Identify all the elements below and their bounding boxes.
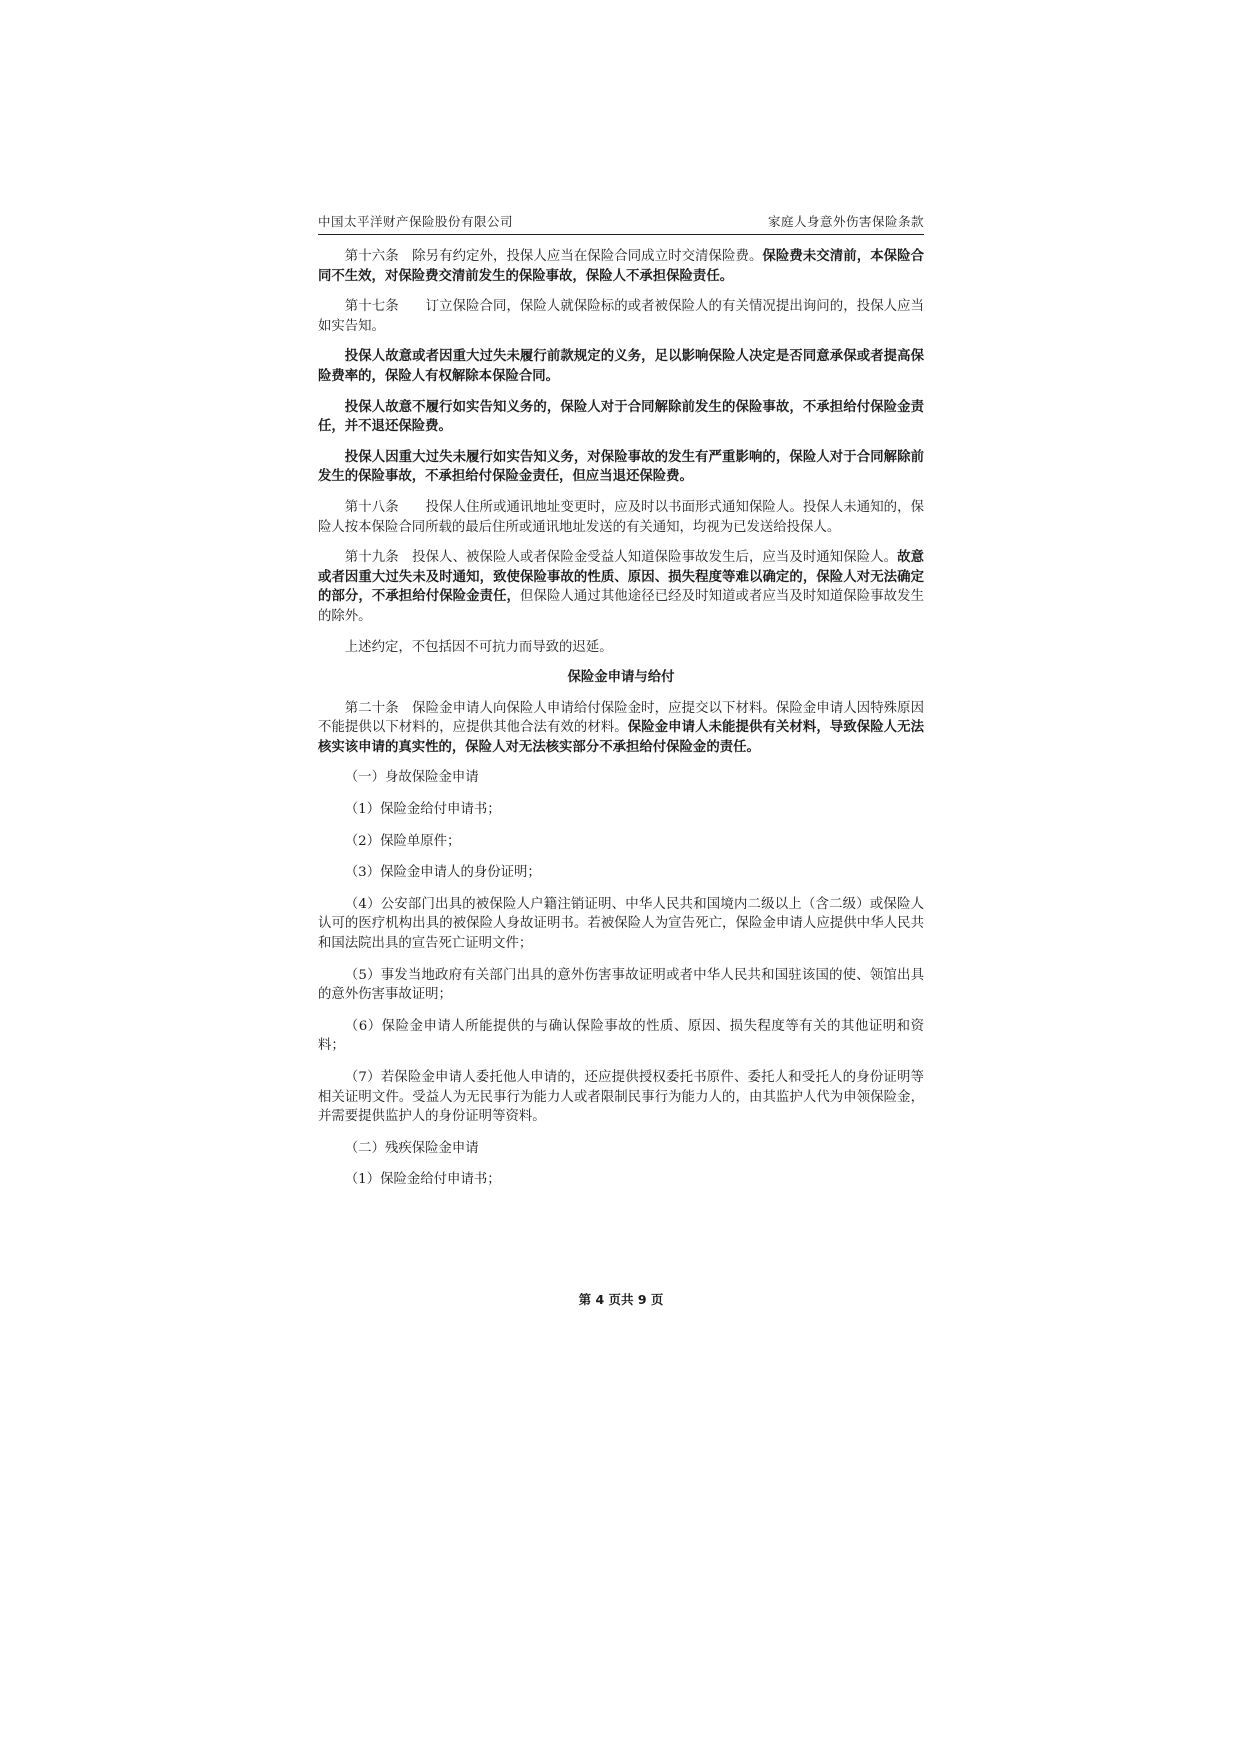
list-item: （一）身故保险金申请 <box>344 770 479 786</box>
paragraph-article-19: 第十九条 投保人、被保险人或者保险金受益人知道保险事故发生后，应当及时通知保险人。故意或者因重大过失未及时通知，致使保险事故的性质、原因、损失程度等难以确定的，保险人对无法确定的部分，不承担给付保险金责任，但保险人通过其他途径已经及时知道或者应当及时知道保险事故发生的除外。 <box>318 550 925 624</box>
page-header <box>318 212 924 235</box>
list-item: （1）保险金给付申请书； <box>344 1172 501 1188</box>
list-item: （二）残疾保险金申请 <box>344 1140 479 1156</box>
paragraph-force-majeure: 上述约定，不包括因不可抗力而导致的迟延。 <box>344 639 613 655</box>
section-title: 保险金申请与给付 <box>567 670 675 686</box>
paragraph-article-17: 第十七条 订立保险合同，保险人就保险标的或者被保险人的有关情况提出询问的，投保人应当如实告知。 <box>318 299 924 334</box>
list-item: （3）保险金申请人的身份证明； <box>344 865 541 881</box>
company-name: 中国太平洋财产保险股份有限公司 <box>318 214 514 229</box>
list-item: （4）公安部门出具的被保险人户籍注销证明、中华人民共和国境内二级以上（含二级）或保险人认可的医疗机构出具的被保险人身故证明书。若被保险人为宣告死亡，保险金申请人应提供中华人民共和国法院出具的宣告死亡证明文件； <box>318 896 924 952</box>
page-number: 第 4 页共 9 页 <box>578 1292 664 1307</box>
paragraph-article-20: 第二十条 保险金申请人向保险人申请给付保险金时，应提交以下材料。保险金申请人因特殊原因不能提供以下材料的，应提供其他合法有效的材料。保险金申请人未能提供有关材料，导致保险人无法核实该申请的真实性的，保险人对无法核实部分不承担给付保险金的责任。 <box>318 700 925 755</box>
paragraph-article-16: 第十六条 除另有约定外，投保人应当在保险合同成立时交清保险费。保险费未交清前，本保险合同不生效，对保险费交清前发生的保险事故，保险人不承担保险责任。 <box>318 249 925 284</box>
document-body <box>318 247 924 1190</box>
list-item: （7）若保险金申请人委托他人申请的，还应提供授权委托书原件、委托人和受托人的身份证明等相关证明文件。受益人为无民事行为能力人或者限制民事行为能力人的，由其监护人代为申领保险金，并需要提供监护人的身份证明等资料。 <box>318 1070 924 1125</box>
paragraph-article-17-clause-4: 投保人因重大过失未履行如实告知义务，对保险事故的发生有严重影响的，保险人对于合同解除前发生的保险事故，不承担给付保险金责任，但应当退还保险费。 <box>318 449 924 485</box>
list-item: （1）保险金给付申请书； <box>344 802 501 818</box>
paragraph-article-17-clause-2: 投保人故意或者因重大过失未履行前款规定的义务，足以影响保险人决定是否同意承保或者提高保险费率的，保险人有权解除本保险合同。 <box>318 349 924 384</box>
paragraph-article-17-clause-3: 投保人故意不履行如实告知义务的，保险人对于合同解除前发生的保险事故，不承担给付保险金责任，并不退还保险费。 <box>318 399 924 435</box>
list-item: （2）保险单原件； <box>344 833 461 849</box>
document-page <box>318 212 924 1202</box>
paragraph-article-18: 第十八条 投保人住所或通讯地址变更时，应及时以书面形式通知保险人。投保人未通知的，保险人按本保险合同所载的最后住所或通讯地址发送的有关通知，均视为已发送给投保人。 <box>318 499 924 535</box>
document-title: 家庭人身意外伤害保险条款 <box>767 214 924 229</box>
list-item: （5）事发当地政府有关部门出具的意外伤害事故证明或者中华人民共和国驻该国的使、领馆出具的意外伤害事故证明； <box>318 967 924 1003</box>
list-item: （6）保险金申请人所能提供的与确认保险事故的性质、原因、损失程度等有关的其他证明和资料； <box>318 1018 924 1054</box>
